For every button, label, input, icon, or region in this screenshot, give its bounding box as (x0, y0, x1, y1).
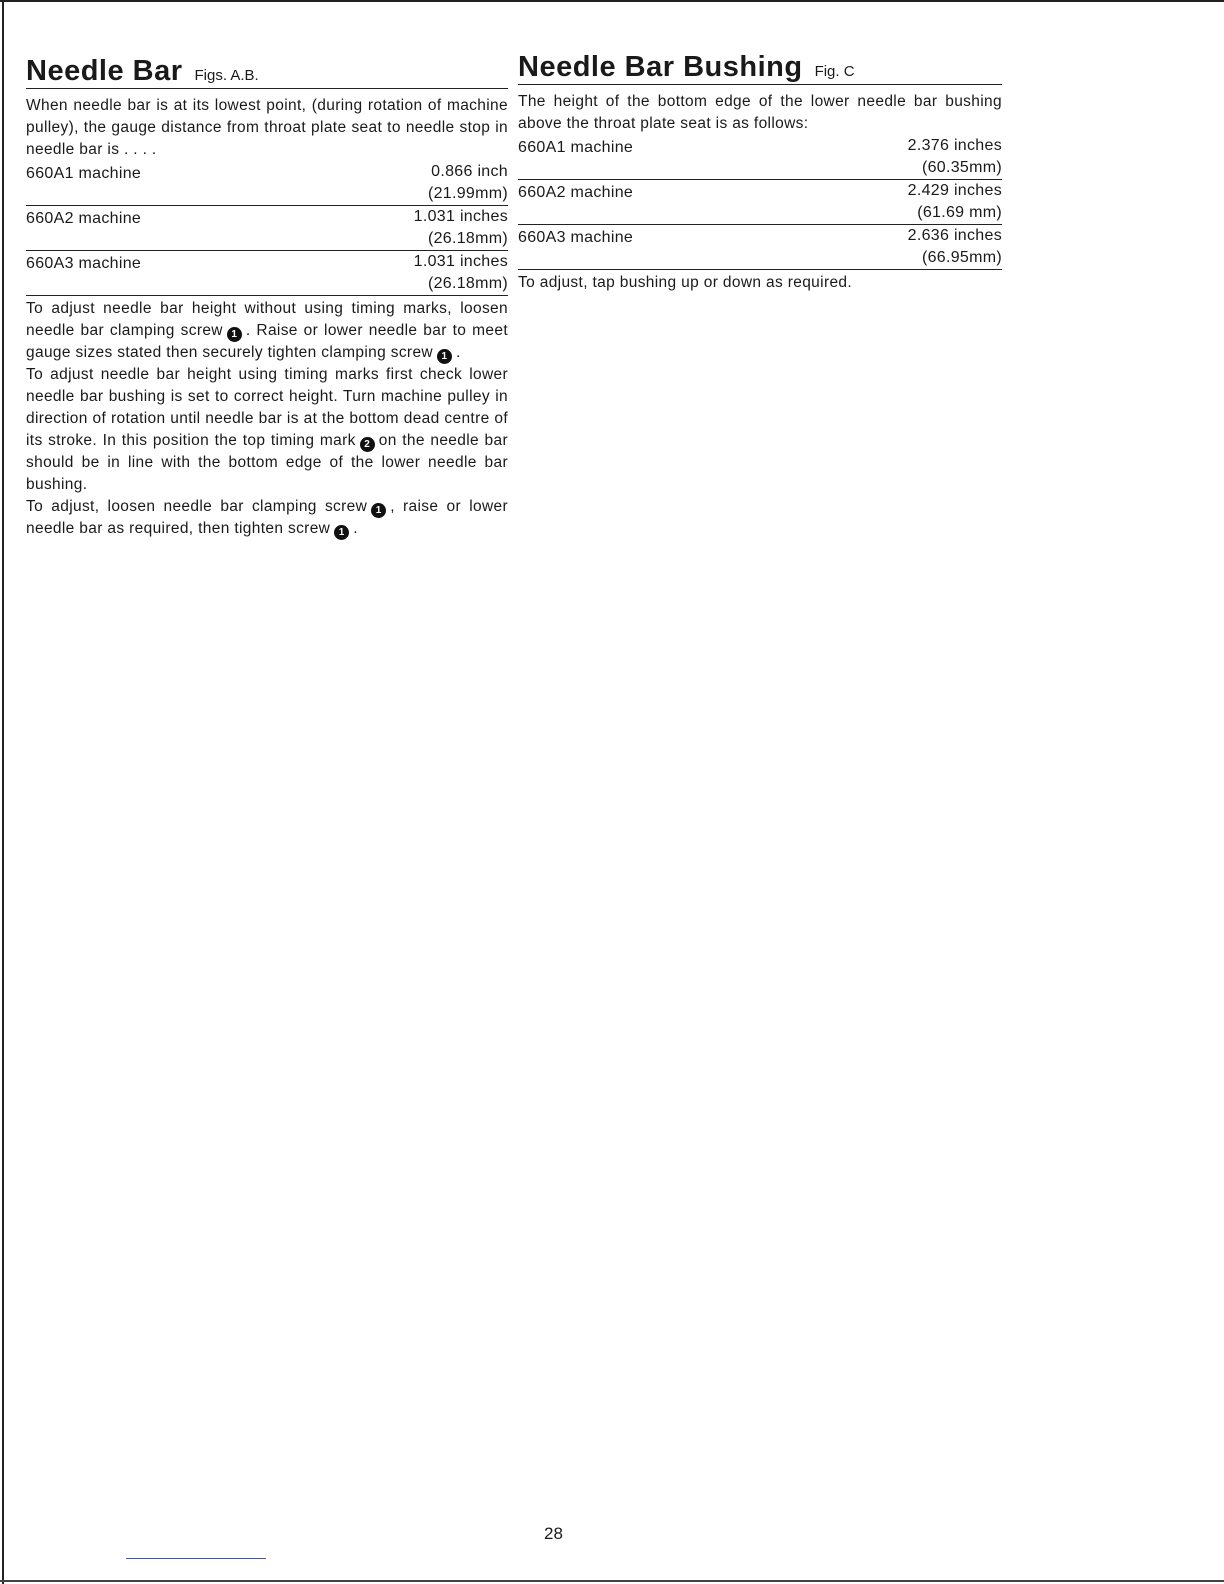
spec-imperial: 1.031 inches (413, 208, 508, 225)
page-border-top (0, 0, 1224, 2)
spec-value (908, 180, 1002, 224)
spec-imperial: 2.429 inches (907, 182, 1002, 199)
spec-imperial: 1.031 inches (413, 253, 508, 270)
spec-label: 660A3 machine (518, 229, 634, 246)
adjust-clamping-paragraph (26, 496, 508, 540)
spec-metric: (61.69 mm) (917, 204, 1002, 221)
footer-rule (126, 1558, 266, 1559)
spec-metric: (66.95mm) (921, 249, 1002, 266)
needle-bar-spec-table (26, 161, 508, 296)
para-text: To adjust, loosen needle bar clamping screw (26, 498, 368, 515)
marker-2-icon: 2 (360, 437, 375, 452)
para-text: To adjust needle bar height using timing marks first check lower needle bar bushing is set to correct height. Turn machine pulley in direction of rotation until needle bar is at the bottom dead centre of its stroke. In this position the top timing mark (26, 366, 508, 449)
spec-imperial: 2.376 inches (907, 137, 1002, 154)
spec-metric: (60.35mm) (921, 159, 1002, 176)
para-text: on the needle bar should be in line with the bottom edge of the lower needle bar bushing. (26, 432, 509, 493)
bushing-heading-row (518, 40, 1002, 85)
spec-row (518, 135, 1002, 180)
spec-label: 660A1 machine (26, 165, 142, 182)
marker-1-icon: 1 (437, 349, 452, 364)
needle-bar-intro: When needle bar is at its lowest point, (during rotation of machine pulley), the gauge distance from throat plate seat to needle stop in needle bar is . . . . (26, 97, 508, 158)
bushing-adjust-note: To adjust, tap bushing up or down as required. (518, 274, 853, 291)
spec-metric: (26.18mm) (427, 230, 508, 247)
para-text: . (455, 344, 461, 361)
spec-value (908, 225, 1002, 269)
spec-imperial: 2.636 inches (907, 227, 1002, 244)
page-border-bottom (0, 1580, 1224, 1582)
spec-value (414, 251, 508, 295)
marker-1-icon: 1 (371, 503, 386, 518)
adjust-without-timing-paragraph (26, 298, 508, 364)
spec-label: 660A1 machine (518, 139, 634, 156)
para-text: To adjust needle bar height without using timing marks, loosen needle bar clamping screw (26, 300, 508, 339)
spec-row (26, 206, 508, 251)
spec-label: 660A2 machine (26, 210, 142, 227)
spec-value (428, 161, 508, 205)
para-text: . (353, 520, 358, 537)
spec-row (518, 180, 1002, 225)
needle-bar-fig-ref: Figs. A.B. (194, 67, 259, 84)
needle-bar-heading-row (26, 40, 508, 89)
bushing-spec-table (518, 135, 1002, 270)
spec-value (414, 206, 508, 250)
para-text: , raise or lower needle bar as required, then tighten screw (26, 498, 508, 537)
spec-metric: (26.18mm) (427, 275, 508, 292)
bushing-heading (518, 53, 855, 84)
bushing-fig-ref: Fig. C (814, 63, 855, 80)
spec-imperial: 0.866 inch (431, 163, 508, 180)
spec-row (26, 161, 508, 206)
page-border-left (2, 0, 4, 1584)
page-number: 28 (544, 1524, 563, 1543)
adjust-with-timing-paragraph (26, 364, 508, 496)
spec-value (908, 135, 1002, 179)
marker-1-icon: 1 (227, 327, 242, 342)
bushing-intro: The height of the bottom edge of the lower needle bar bushing above the throat plate seat is as follows: (518, 93, 1002, 132)
bushing-title: Needle Bar Bushing (518, 51, 803, 83)
needle-bar-title: Needle Bar (26, 55, 183, 87)
needle-bar-heading (26, 57, 259, 88)
needle-bar-section (26, 40, 508, 540)
para-text: . Raise or lower needle bar to meet gauge sizes stated then securely tighten clamping screw (26, 322, 509, 361)
spec-row (518, 225, 1002, 270)
spec-label: 660A2 machine (518, 184, 634, 201)
spec-metric: (21.99mm) (427, 185, 508, 202)
spec-label: 660A3 machine (26, 255, 142, 272)
spec-row (26, 251, 508, 296)
marker-1-icon: 1 (334, 525, 349, 540)
needle-bar-bushing-section (518, 40, 1002, 294)
